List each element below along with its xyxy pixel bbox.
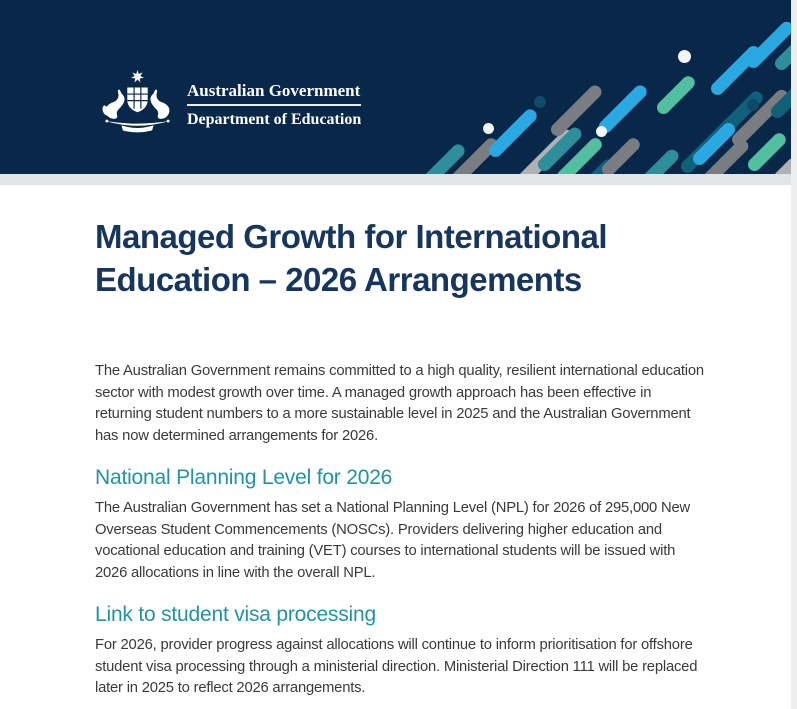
dark-dot <box>534 96 546 108</box>
logo-org: Australian Government <box>187 81 361 100</box>
diagonal-stripe <box>654 73 697 116</box>
australian-coat-of-arms-icon <box>101 70 174 140</box>
section-heading-national-planning-level: National Planning Level for 2026 <box>95 466 393 489</box>
document-title <box>95 215 707 301</box>
white-dot <box>596 126 607 137</box>
section-body-national-planning-level: The Australian Government has set a National Planning Level (NPL) for 2026 of 295,000 New Overseas Student Commencements (NOSCs). Providers delivering higher education and vocational education and training (VET) courses to international students will be issued with 2026 allocations in line with the overall NPL. <box>95 500 690 581</box>
header-banner <box>0 0 791 174</box>
white-dot <box>483 123 494 134</box>
white-dot <box>678 50 691 63</box>
logo-divider <box>187 104 361 106</box>
section-heading-student-visa-processing: Link to student visa processing <box>95 603 376 626</box>
diagonal-stripe <box>599 135 642 174</box>
document-title-line2: Education – 2026 Arrangements <box>95 261 582 298</box>
diagonal-stripe <box>486 106 539 159</box>
diagonal-stripe <box>632 146 681 174</box>
gov-logo <box>101 70 361 140</box>
gov-logo-text <box>187 81 361 129</box>
document-title-line1: Managed Growth for International <box>95 218 608 255</box>
document-body <box>0 185 791 700</box>
intro-paragraph: The Australian Government remains committed to a high quality, resilient international education sector with modest growth over time. A managed growth approach has been effective in returning student numbers to a more sustainable level in 2025 and the Australian Government has now determined arrangements for 2026. <box>95 363 704 444</box>
dark-dot <box>747 99 759 111</box>
page-divider-band <box>0 174 791 185</box>
logo-dept: Department of Education <box>187 111 362 128</box>
section-body-student-visa-processing: For 2026, provider progress against allocations will continue to inform prioritisation for offshore student visa processing through a ministerial direction. Ministerial Direction 111 will be replaced later in 2025 to reflect 2026 arrangements. <box>95 637 698 696</box>
